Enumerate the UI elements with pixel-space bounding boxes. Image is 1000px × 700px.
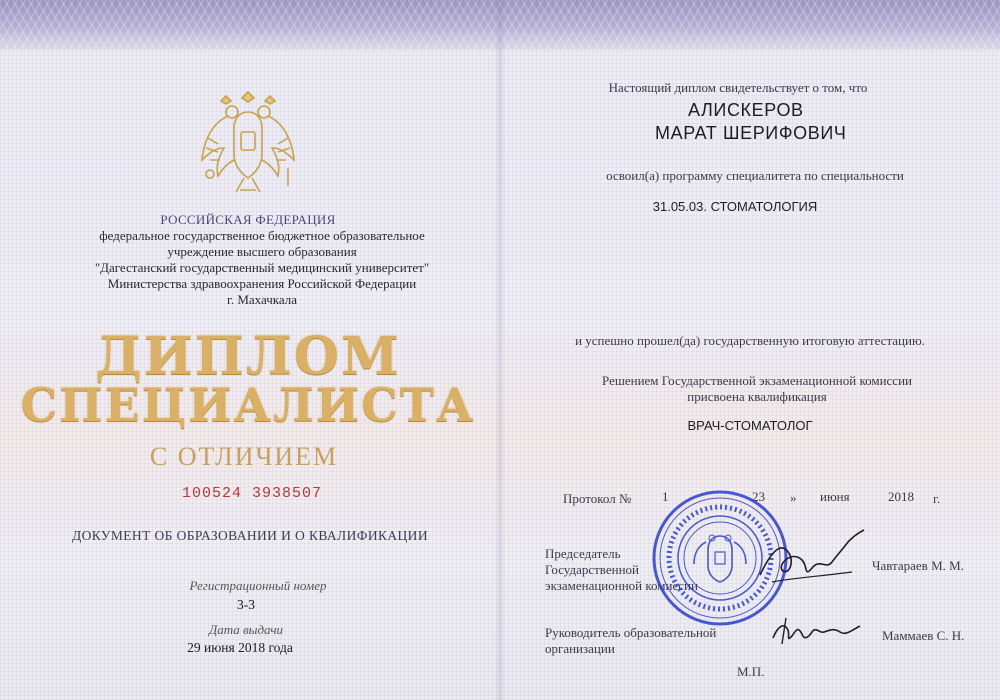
chair-label-3: экзаменационной комиссии: [545, 578, 698, 593]
qualification: ВРАЧ-СТОМАТОЛОГ: [687, 418, 813, 433]
registration-label: Регистрационный номер: [189, 578, 327, 593]
program-mastered-text: освоил(а) программу специалитета по специальности: [606, 168, 904, 183]
seal-place: М.П.: [737, 664, 765, 679]
protocol-day: 23: [752, 489, 765, 504]
issue-date-label: Дата выдачи: [208, 622, 284, 637]
protocol-year-suffix: г.: [933, 491, 941, 506]
attestation-text: и успешно прошел(да) государственную итоговую аттестацию.: [575, 333, 925, 348]
diploma-title-specialist: СПЕЦИАЛИСТА: [20, 378, 476, 432]
chair-signature-icon: [752, 520, 872, 595]
head-label-1: Руководитель образовательной: [545, 625, 717, 640]
decision-line-1: Решением Государственной экзаменационной комиссии: [602, 373, 912, 388]
chair-label-2: Государственной: [545, 562, 640, 577]
protocol-label: Протокол №: [563, 491, 632, 506]
protocol-month: июня: [820, 489, 850, 504]
decision-line-2: присвоена квалификация: [687, 389, 827, 404]
protocol-quote: »: [790, 490, 797, 505]
serial-number: 100524 3938507: [181, 485, 323, 502]
document-type: ДОКУМЕНТ ОБ ОБРАЗОВАНИИ И О КВАЛИФИКАЦИИ: [72, 528, 428, 543]
org-line-1: федеральное государственное бюджетное образовательное: [99, 228, 425, 243]
honors-subtitle: С ОТЛИЧИЕМ: [149, 442, 339, 471]
russian-double-headed-eagle-icon: [188, 82, 308, 202]
org-line-5: г. Махачкала: [226, 292, 298, 307]
org-line-2: учреждение высшего образования: [167, 244, 357, 259]
graduate-given-names: МАРАТ ШЕРИФОВИЧ: [655, 123, 847, 143]
intro-text: Настоящий диплом свидетельствует о том, что: [608, 80, 868, 95]
protocol-number: 1: [662, 489, 669, 504]
protocol-year: 2018: [888, 489, 914, 504]
page-fold: [495, 0, 505, 700]
country-name: РОССИЙСКАЯ ФЕДЕРАЦИЯ: [160, 212, 336, 227]
head-signature-icon: [768, 608, 868, 653]
chair-label-1: Председатель: [545, 546, 621, 561]
org-line-4: Министерства здравоохранения Российской Федерации: [107, 276, 417, 291]
issue-date-value: 29 июня 2018 года: [187, 640, 293, 655]
registration-value: 3-3: [237, 597, 255, 612]
diploma-title: ДИПЛОМ: [95, 326, 401, 387]
org-line-3: "Дагестанский государственный медицинский университет": [94, 260, 430, 275]
head-label-2: организации: [545, 641, 615, 656]
graduate-surname: АЛИСКЕРОВ: [688, 100, 804, 120]
head-name: Маммаев С. Н.: [882, 628, 965, 643]
chair-name: Чавтараев М. М.: [872, 558, 964, 573]
specialty: 31.05.03. СТОМАТОЛОГИЯ: [652, 199, 818, 214]
